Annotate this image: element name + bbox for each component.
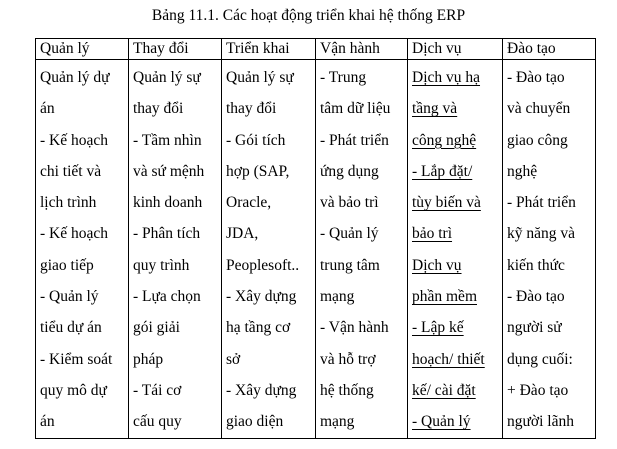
cell-text-line: và bảo trì	[320, 194, 379, 212]
cell-text-line: Oracle,	[226, 194, 272, 212]
cell-text-line: nghệ	[507, 162, 538, 180]
cell-text-line: tầng và	[412, 100, 458, 118]
header-cell: Vận hành	[316, 39, 408, 60]
cell-text-line: hoạch/ thiết	[412, 350, 485, 368]
cell-text-line: hợp (SAP,	[226, 162, 290, 180]
cell-text-line: - Kiểm soát	[40, 350, 113, 368]
cell-text-line: - Gói tích	[226, 131, 286, 149]
cell-text-line: - Xây dựng	[226, 381, 297, 399]
cell-text-line: thay đổi	[133, 100, 184, 118]
cell-text-line: JDA,	[226, 225, 259, 243]
cell-text-line: - Đào tạo	[507, 69, 565, 86]
cell-text-line: hạ tầng cơ	[226, 319, 291, 337]
cell-text-line: - Kế hoạch	[40, 131, 108, 149]
cell-text-line: phần mềm	[412, 288, 477, 306]
cell-text-line: - Quản lý	[320, 225, 379, 243]
cell-text-line: + Đào tạo	[507, 381, 569, 399]
cell-text-line: án	[40, 100, 55, 118]
table-cell	[316, 60, 408, 439]
cell-text-line: kỹ năng và	[507, 225, 576, 243]
cell-text-line: - Lập kế	[412, 319, 464, 337]
cell-text-line: - Trung	[320, 69, 367, 86]
cell-text-line: dụng cuối:	[507, 350, 573, 368]
header-cell: Dịch vụ	[408, 39, 503, 60]
table-cell	[222, 60, 316, 439]
header-cell: Thay đổi	[129, 39, 222, 60]
cell-text-line: - Kế hoạch	[40, 225, 108, 243]
cell-text-line: Quản lý dự	[40, 69, 110, 86]
cell-text-line: công nghệ	[412, 131, 477, 149]
cell-text-line: và chuyển	[507, 100, 571, 118]
cell-text-line: - Phân tích	[133, 225, 201, 243]
cell-text-line: mạng	[320, 288, 355, 306]
cell-text-line: sở	[226, 350, 241, 368]
cell-text-line: Quản lý sự	[226, 69, 294, 86]
table-row	[36, 60, 596, 439]
cell-text-line: và sứ mệnh	[133, 162, 205, 180]
cell-text-line: - Đào tạo	[507, 288, 565, 306]
cell-text-line: - Quản lý	[412, 413, 471, 431]
cell-text-line: trung tâm	[320, 256, 380, 274]
cell-text-line: kinh doanh	[133, 194, 203, 212]
cell-text-line: kiến thức	[507, 256, 565, 274]
cell-text-line: Dịch vụ	[412, 256, 462, 274]
cell-text-line: gói giải	[133, 319, 180, 337]
cell-text-line: tiểu dự án	[40, 319, 102, 337]
table-cell	[129, 60, 222, 439]
cell-text-line: - Lắp đặt/	[412, 162, 473, 180]
cell-text-line: - Xây dựng	[226, 288, 297, 306]
cell-text-line: thay đổi	[226, 100, 277, 118]
cell-text-line: lịch trình	[40, 194, 97, 212]
cell-text-line: quy trình	[133, 256, 190, 274]
cell-text-line: - Tái cơ	[133, 381, 182, 399]
cell-text-line: ứng dụng	[320, 162, 379, 180]
cell-text-line: - Vận hành	[320, 319, 389, 337]
cell-text-line: - Phát triển	[507, 194, 576, 212]
table-cell	[503, 60, 596, 439]
cell-text-line: pháp	[133, 350, 164, 368]
cell-text-line: cấu quy	[133, 413, 182, 431]
cell-text-line: tùy biến và	[412, 194, 481, 212]
cell-text-line: - Phát triển	[320, 131, 389, 149]
cell-text-line: bảo trì	[412, 225, 453, 243]
cell-text-line: giao diện	[226, 413, 284, 431]
cell-text-line: giao công	[507, 131, 568, 149]
header-cell: Triển khai	[222, 39, 316, 60]
cell-text-line: người sử	[507, 319, 562, 337]
cell-text-line: giao tiếp	[40, 256, 94, 274]
erp-activities-table	[35, 38, 596, 439]
cell-text-line: mạng	[320, 413, 355, 431]
cell-text-line: - Quản lý	[40, 288, 99, 306]
table-cell	[408, 60, 503, 439]
cell-text-line: Dịch vụ hạ	[412, 69, 481, 86]
cell-text-line: Quản lý sự	[133, 69, 201, 86]
table-header-row	[36, 39, 596, 60]
cell-text-line: tâm dữ liệu	[320, 100, 391, 118]
cell-text-line: hệ thống	[320, 381, 374, 399]
cell-text-line: kế/ cài đặt	[412, 381, 476, 399]
cell-text-line: và hỗ trợ	[320, 350, 376, 368]
header-cell: Đào tạo	[503, 39, 596, 60]
table-cell	[36, 60, 129, 439]
cell-text-line: quy mô dự	[40, 381, 107, 399]
cell-text-line: Peoplesoft..	[226, 256, 300, 274]
cell-text-line: án	[40, 413, 55, 431]
header-cell: Quản lý	[36, 39, 129, 60]
cell-text-line: - Tầm nhìn	[133, 131, 202, 149]
table-caption: Bảng 11.1. Các hoạt động triển khai hệ thống ERP	[151, 7, 466, 24]
cell-text-line: người lãnh	[507, 413, 574, 431]
cell-text-line: chi tiết và	[40, 162, 102, 180]
cell-text-line: - Lựa chọn	[133, 288, 201, 306]
